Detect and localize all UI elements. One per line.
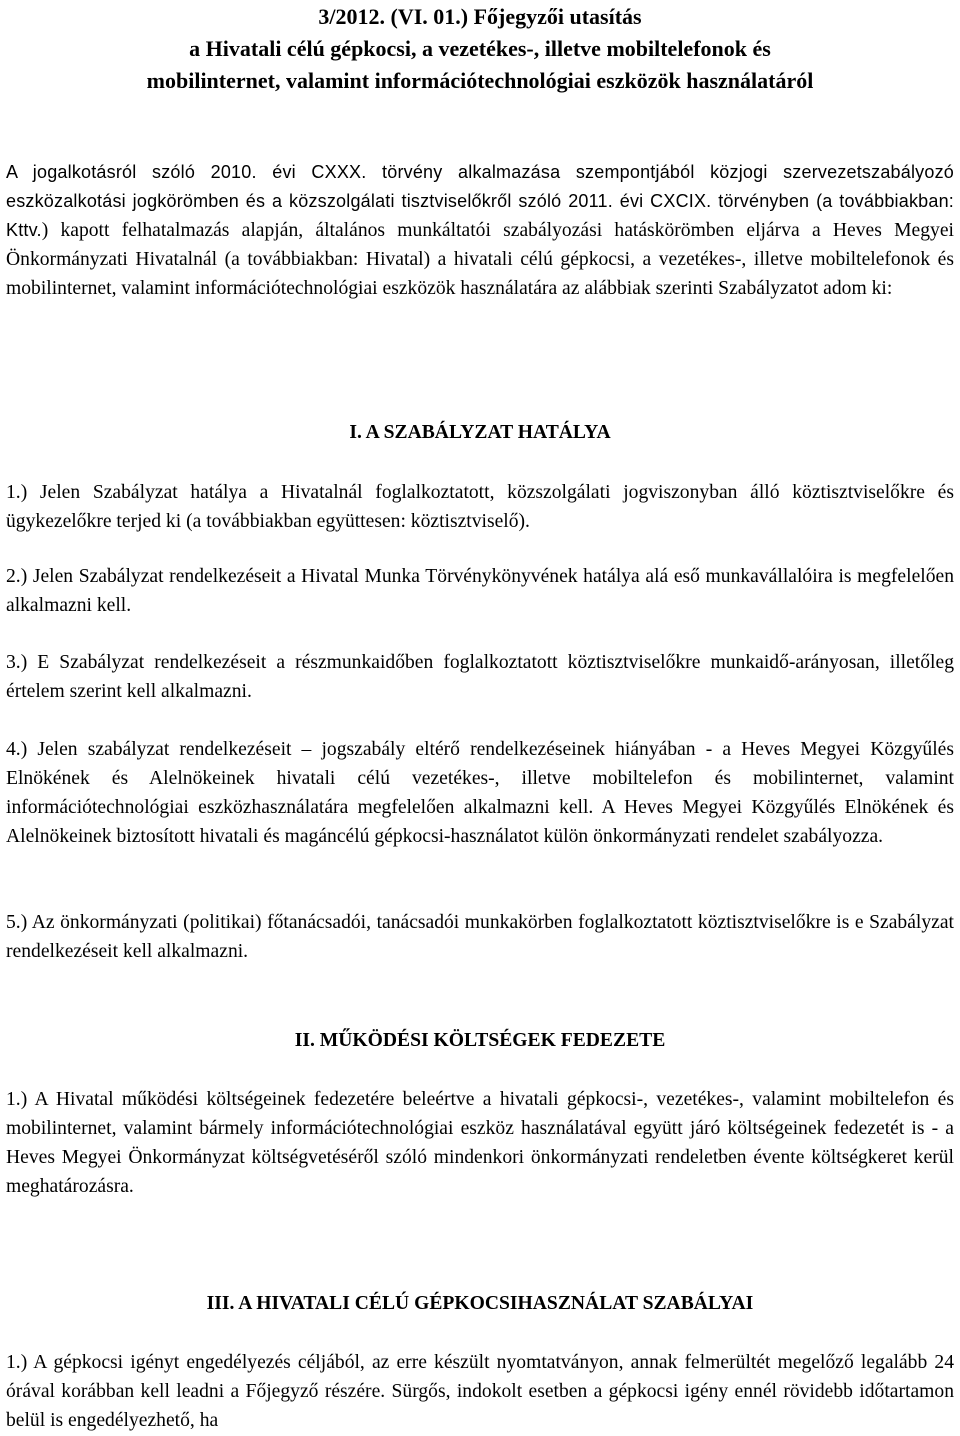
document-title-line-1: 3/2012. (VI. 01.) Főjegyzői utasítás — [318, 4, 642, 29]
section-1-paragraph-3: 3.) E Szabályzat rendelkezéseit a részmunkaidőben foglalkoztatott köztisztviselőkre munkaidő-arányosan, illetőleg értelem szerint kell alkalmazni. — [6, 652, 954, 702]
section-3-paragraph-1: 1.) A gépkocsi igényt engedélyezés céljából, az erre készült nyomtatványon, annak felmerültét megelőző legalább 24 órával korábban kell leadni a Főjegyző részére. Sürgős, indokolt esetben a gépkocsi igény ennél rövidebb időtartamon belül is engedélyezhető, ha — [6, 1352, 954, 1431]
intro-text-sans: A jogalkotásról szóló 2010. évi CXXX. törvény alkalmazása szempontjából közjogi szervezetszabályozó eszközalkotási jogkörömben és a közszolgálati tisztviselőkről szóló 2011. évi CXCIX. törvényben (a továbbiakban: Kttv. — [6, 162, 954, 240]
section-heading-2: II. MŰKÖDÉSI KÖLTSÉGEK FEDEZETE — [294, 1030, 666, 1051]
section-1-paragraph-5: 5.) Az önkormányzati (politikai) főtanácsadói, tanácsadói munkakörben foglalkoztatott köztisztviselőkre is e Szabályzat rendelkezéseit kell alkalmazni. — [6, 912, 954, 962]
section-1-paragraph-4: 4.) Jelen szabályzat rendelkezéseit – jogszabály eltérő rendelkezéseinek hiányában - a Heves Megyei Közgyűlés Elnökének és Alelnökeinek hivatali célú vezetékes-, illetve mobiltelefon és mobilinternet, valamint információtechnológiai eszközhasználatára megfelelően alkalmazni kell. A Heves Megyei Közgyűlés Elnökének és Alelnökeinek biztosított hivatali és magáncélú gépkocsi-használatot külön önkormányzati rendelet szabályozza. — [6, 739, 954, 847]
document-page — [6, 0, 954, 1436]
document-title-line-2: a Hivatali célú gépkocsi, a vezetékes-, illetve mobiltelefonok és — [189, 36, 771, 61]
section-heading-3: III. A HIVATALI CÉLÚ GÉPKOCSIHASZNÁLAT SZABÁLYAI — [206, 1293, 754, 1314]
section-heading-1: I. A SZABÁLYZAT HATÁLYA — [349, 422, 611, 443]
section-1-paragraph-2: 2.) Jelen Szabályzat rendelkezéseit a Hivatal Munka Törvénykönyvének hatálya alá eső munkavállalóira is megfelelően alkalmazni kell. — [6, 566, 954, 616]
section-1-paragraph-1: 1.) Jelen Szabályzat hatálya a Hivatalnál foglalkoztatott, közszolgálati jogviszonyban álló köztisztviselőkre és ügykezelőkre terjed ki (a továbbiakban együttesen: köztisztviselő). — [6, 482, 954, 532]
section-2-paragraph-1: 1.) A Hivatal működési költségeinek fedezetére beleértve a hivatali gépkocsi-, vezetékes-, valamint mobiltelefon és mobilinternet, valamint bármely információtechnológiai eszköz használatával együtt járó költségeinek fedezetét is - a Heves Megyei Önkormányzat költségvetéséről szóló mindenkori önkormányzati rendeletben évente költségkeret kerül meghatározásra. — [6, 1089, 954, 1197]
document-title-line-3: mobilinternet, valamint információtechnológiai eszközök használatáról — [146, 68, 814, 93]
intro-text-serif: ) kapott felhatalmazás alapján, általános munkáltatói szabályozási hatáskörömben eljárva a Heves Megyei Önkormányzati Hivatalnál (a továbbiakban: Hivatal) a hivatali célú gépkocsi, a vezetékes-, illetve mobiltelefonok és mobilinternet, valamint információtechnológiai eszközök használatára az alábbiak szerinti Szabályzatot adom ki: — [6, 220, 954, 299]
intro-paragraph — [6, 158, 954, 303]
